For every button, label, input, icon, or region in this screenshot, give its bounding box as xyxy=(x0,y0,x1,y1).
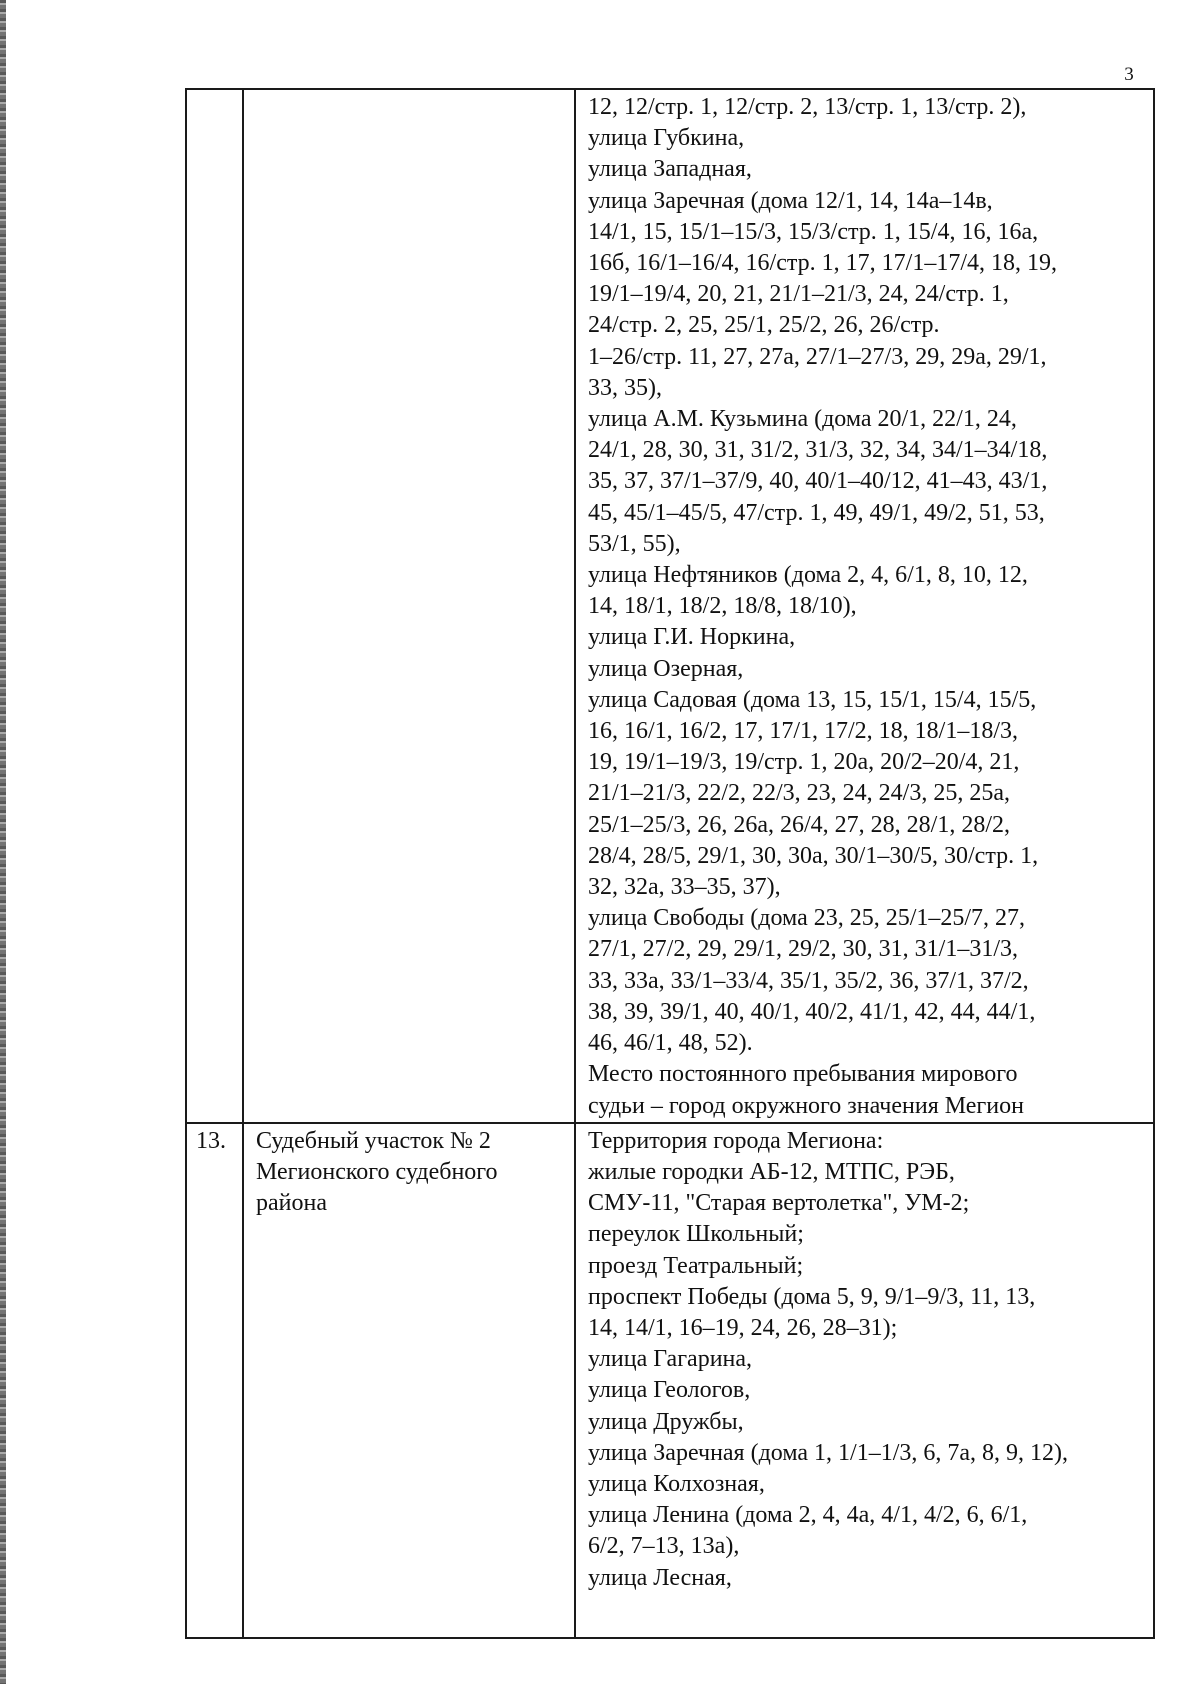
row-number: 13. xyxy=(196,1127,226,1154)
text-line: Судебный участок № 2 xyxy=(256,1127,491,1154)
text-line: Территория города Мегиона: xyxy=(588,1127,884,1154)
text-line: района xyxy=(256,1190,327,1217)
text-line: 46, 46/1, 48, 52). xyxy=(588,1030,753,1057)
row-number-cell xyxy=(186,1123,243,1638)
text-line: жилые городки АБ-12, МТПС, РЭБ, xyxy=(588,1158,955,1185)
court-name xyxy=(244,90,574,92)
text-line: улица Г.И. Норкина, xyxy=(588,624,796,651)
text-line: 35, 37, 37/1–37/9, 40, 40/1–40/12, 41–43, 43/1, xyxy=(588,468,1048,495)
text-line: улица Заречная (дома 1, 1/1–1/3, 6, 7а, 8, 9, 12), xyxy=(588,1439,1068,1466)
text-line: 33, 35), xyxy=(588,374,662,401)
territory-cell xyxy=(575,1123,1154,1638)
text-line: переулок Школьный; xyxy=(588,1221,804,1248)
text-line: проезд Театральный; xyxy=(588,1252,804,1279)
text-line: улица Губкина, xyxy=(588,125,745,152)
jurisdiction-table xyxy=(185,88,1155,1639)
text-line: улица Садовая (дома 13, 15, 15/1, 15/4, 15/5, xyxy=(588,686,1037,713)
text-line: 16б, 16/1–16/4, 16/стр. 1, 17, 17/1–17/4, 18, 19, xyxy=(588,250,1057,277)
text-line: 14, 14/1, 16–19, 24, 26, 28–31); xyxy=(588,1314,898,1341)
text-line: Место постоянного пребывания мирового xyxy=(588,1061,1018,1088)
text-line: 28/4, 28/5, 29/1, 30, 30а, 30/1–30/5, 30/стр. 1, xyxy=(588,842,1039,869)
text-line: 14, 18/1, 18/2, 18/8, 18/10), xyxy=(588,593,857,620)
text-line: 24/1, 28, 30, 31, 31/2, 31/3, 32, 34, 34/1–34/18, xyxy=(588,437,1048,464)
text-line: 6/2, 7–13, 13а), xyxy=(588,1533,740,1560)
text-line: 14/1, 15, 15/1–15/3, 15/3/стр. 1, 15/4, 16, 16а, xyxy=(588,218,1039,245)
text-line: улица Западная, xyxy=(588,156,752,183)
text-line: улица Нефтяников (дома 2, 4, 6/1, 8, 10, 12, xyxy=(588,562,1028,589)
text-line: 19/1–19/4, 20, 21, 21/1–21/3, 24, 24/стр. 1, xyxy=(588,281,1009,308)
text-line: улица Гагарина, xyxy=(588,1346,753,1373)
court-name-cell xyxy=(243,89,575,1123)
page-number: 3 xyxy=(1124,64,1134,85)
text-line: 1–26/стр. 11, 27, 27а, 27/1–27/3, 29, 29а, 29/1, xyxy=(588,343,1047,370)
text-line: 53/1, 55), xyxy=(588,530,681,557)
row-number xyxy=(187,90,242,92)
text-line: 19, 19/1–19/3, 19/стр. 1, 20а, 20/2–20/4, 21, xyxy=(588,749,1020,776)
text-line: улица Свободы (дома 23, 25, 25/1–25/7, 27, xyxy=(588,905,1026,932)
text-line: 16, 16/1, 16/2, 17, 17/1, 17/2, 18, 18/1–18/3, xyxy=(588,718,1019,745)
text-line: Мегионского судебного xyxy=(256,1158,498,1185)
text-line: 27/1, 27/2, 29, 29/1, 29/2, 30, 31, 31/1–31/3, xyxy=(588,936,1019,963)
text-line: улица Ленина (дома 2, 4, 4а, 4/1, 4/2, 6, 6/1, xyxy=(588,1502,1028,1529)
table-row xyxy=(186,1123,1154,1638)
text-line: 38, 39, 39/1, 40, 40/1, 40/2, 41/1, 42, 44, 44/1, xyxy=(588,998,1036,1025)
text-line: СМУ-11, "Старая вертолетка", УМ-2; xyxy=(588,1190,970,1217)
text-line: 32, 32а, 33–35, 37), xyxy=(588,874,781,901)
text-line: улица Озерная, xyxy=(588,655,744,682)
text-line: 25/1–25/3, 26, 26а, 26/4, 27, 28, 28/1, 28/2, xyxy=(588,811,1010,838)
text-line: улица Лесная, xyxy=(588,1564,732,1591)
court-name-cell xyxy=(243,1123,575,1638)
text-line: 21/1–21/3, 22/2, 22/3, 23, 24, 24/3, 25, 25а, xyxy=(588,780,1010,807)
text-line: 33, 33а, 33/1–33/4, 35/1, 35/2, 36, 37/1, 37/2, xyxy=(588,967,1029,994)
territory-list xyxy=(576,1124,1153,1594)
scan-edge xyxy=(0,0,6,1684)
text-line: улица А.М. Кузьмина (дома 20/1, 22/1, 24, xyxy=(588,406,1017,433)
text-line: 45, 45/1–45/5, 47/стр. 1, 49, 49/1, 49/2, 51, 53, xyxy=(588,499,1045,526)
text-line: судьи – город окружного значения Мегион xyxy=(588,1092,1024,1119)
territory-list xyxy=(576,90,1153,1122)
territory-cell xyxy=(575,89,1154,1123)
text-line: 12, 12/стр. 1, 12/стр. 2, 13/стр. 1, 13/стр. 2), xyxy=(588,94,1027,120)
text-line: улица Заречная (дома 12/1, 14, 14а–14в, xyxy=(588,187,993,214)
text-line: 24/стр. 2, 25, 25/1, 25/2, 26, 26/стр. xyxy=(588,312,940,339)
text-line: улица Геологов, xyxy=(588,1377,751,1404)
table-row xyxy=(186,89,1154,1123)
text-line: улица Колхозная, xyxy=(588,1470,765,1497)
court-name xyxy=(244,1124,574,1220)
row-number-cell xyxy=(186,89,243,1123)
text-line: улица Дружбы, xyxy=(588,1408,744,1435)
text-line: проспект Победы (дома 5, 9, 9/1–9/3, 11, 13, xyxy=(588,1283,1036,1310)
